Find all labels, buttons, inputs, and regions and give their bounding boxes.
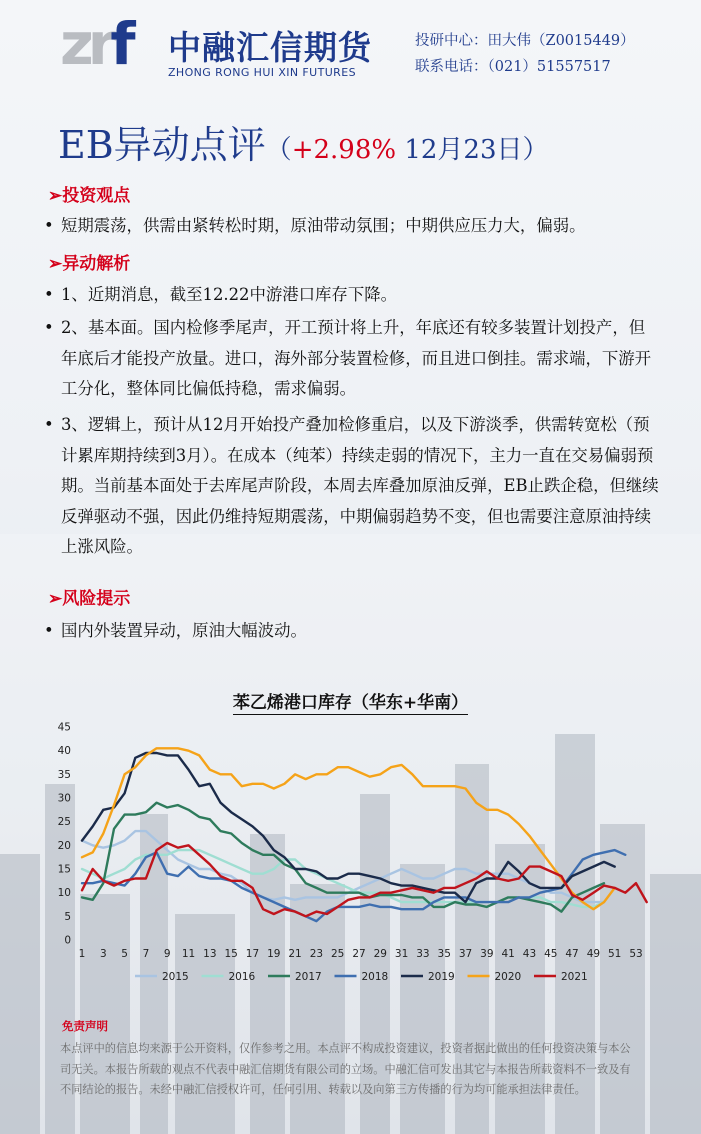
x-tick-label: 13 [203, 948, 217, 960]
x-tick-label: 17 [245, 948, 260, 960]
phone-line: 联系电话：（021）51557517 [415, 59, 611, 75]
analyst-line: 投研中心：田大伟（Z0015449） [415, 33, 635, 49]
view-text: 短期震荡，供需由紧转松时期，原油带动氛围；中期供应压力大，偏弱。 [61, 216, 586, 235]
logo-mark: zrf [60, 10, 130, 78]
y-tick-label: 20 [57, 839, 71, 852]
x-tick-label: 25 [331, 948, 345, 960]
section-heading-risk: ➢风险提示 [48, 589, 131, 609]
x-tick-label: 1 [78, 948, 86, 960]
bullet-dot: • [44, 318, 54, 337]
title-close-paren: ） [522, 135, 549, 165]
title-main: EB异动点评 [58, 123, 266, 167]
analysis-text-2: 2、基本面。国内检修季尾声，开工预计将上升，年底还有较多装置计划投产，但年底后才能投产放量。进口，海外部分装置检修，而且进口倒挂。需求端，下游开工分化，整体同比偏低持稳，需求偏弱。 [61, 318, 652, 398]
y-tick-label: 30 [57, 792, 71, 805]
series-line-2015 [82, 831, 604, 902]
legend-label-2021: 2021 [561, 971, 588, 983]
x-tick-label: 7 [142, 948, 150, 960]
analysis-bullet-3 [44, 410, 659, 563]
bullet-dot: • [44, 285, 54, 304]
y-tick-label: 35 [57, 768, 71, 781]
y-tick-label: 25 [57, 816, 71, 829]
x-tick-label: 45 [544, 948, 558, 960]
x-tick-label: 11 [181, 948, 196, 960]
x-tick-label: 47 [565, 948, 579, 960]
x-tick-label: 21 [288, 948, 302, 960]
company-name-cn: 中融汇信期货 [168, 28, 372, 67]
legend-label-2016: 2016 [228, 971, 256, 983]
x-tick-label: 5 [121, 948, 128, 960]
x-tick-label: 3 [99, 948, 107, 960]
price-change: +2.98% [291, 135, 397, 165]
bullet-dot: • [44, 415, 54, 434]
risk-bullet [44, 616, 659, 647]
x-tick-label: 43 [522, 948, 537, 960]
x-tick-label: 39 [480, 948, 494, 960]
title-date: 12月23日 [396, 135, 523, 165]
chart-title: 苯乙烯港口库存（华东+华南） [232, 693, 469, 713]
x-tick-label: 19 [267, 948, 281, 960]
x-tick-label: 51 [608, 948, 622, 960]
section-heading-view: ➢投资观点 [48, 186, 131, 206]
x-tick-label: 53 [629, 948, 643, 960]
x-tick-label: 49 [586, 948, 601, 960]
disclaimer-text: 本点评中的信息均来源于公开资料，仅作参考之用。本点评不构成投资建议，投资者据此做出的任何投资决策与本公司无关。本报告所载的观点不代表中融汇信期货有限公司的立场。中融汇信可发出其它与本报告所载资料不一致及有不同结论的报告。未经中融汇信授权许可，任何引用、转载以及向第三方传播的行为均可能承担法律责任。 [60, 1042, 631, 1096]
analysis-bullet-1 [44, 280, 659, 311]
x-tick-label: 41 [501, 948, 515, 960]
legend-label-2018: 2018 [361, 971, 389, 983]
legend-label-2017: 2017 [295, 971, 322, 983]
x-tick-label: 27 [352, 948, 366, 960]
analysis-text-3: 3、逻辑上，预计从12月开始投产叠加检修重启，以及下游淡季，供需转宽松（预计累库期持续到3月）。在成本（纯苯）持续走弱的情况下，主力一直在交易偏弱预期。当前基本面处于去库尾声阶段，本周去库叠加原油反弹，EB止跌企稳，但继续反弹驱动不强，因此仍维持短期震荡，中期偏弱趋势不变，但也需要注意原油持续上涨风险。 [61, 415, 659, 556]
y-tick-label: 0 [64, 934, 71, 947]
contact-info [415, 28, 635, 80]
legend-label-2019: 2019 [428, 971, 455, 983]
x-tick-label: 15 [224, 948, 238, 960]
inventory-line-chart [40, 712, 660, 1002]
x-tick-label: 33 [416, 948, 430, 960]
view-bullet [44, 211, 659, 242]
analysis-bullet-2 [44, 313, 659, 405]
series-line-2018 [82, 850, 625, 921]
bullet-dot: • [44, 216, 54, 235]
series-line-2019 [82, 753, 615, 902]
x-tick-label: 29 [373, 948, 387, 960]
x-tick-label: 35 [437, 948, 451, 960]
section-heading-analysis: ➢异动解析 [48, 254, 131, 274]
page-title [58, 114, 549, 169]
y-tick-label: 5 [64, 910, 71, 923]
risk-text: 国内外装置异动，原油大幅波动。 [61, 621, 307, 640]
x-tick-label: 23 [309, 948, 324, 960]
x-tick-label: 37 [458, 948, 473, 960]
y-tick-label: 40 [57, 745, 71, 758]
company-name-en: ZHONG RONG HUI XIN FUTURES [168, 66, 356, 79]
analysis-text-1: 1、近期消息，截至12.22中游港口库存下降。 [61, 285, 397, 304]
disclaimer-title: 免责声明 [62, 1019, 108, 1033]
legend-label-2020: 2020 [494, 971, 522, 983]
x-tick-label: 31 [394, 948, 409, 960]
company-logo [60, 12, 380, 82]
x-tick-label: 9 [163, 948, 171, 960]
title-open-paren: （ [265, 135, 292, 165]
y-tick-label: 15 [57, 863, 71, 876]
y-tick-label: 10 [57, 887, 71, 900]
y-tick-label: 45 [57, 721, 71, 734]
legend-label-2015: 2015 [162, 971, 189, 983]
bullet-dot: • [44, 621, 54, 640]
